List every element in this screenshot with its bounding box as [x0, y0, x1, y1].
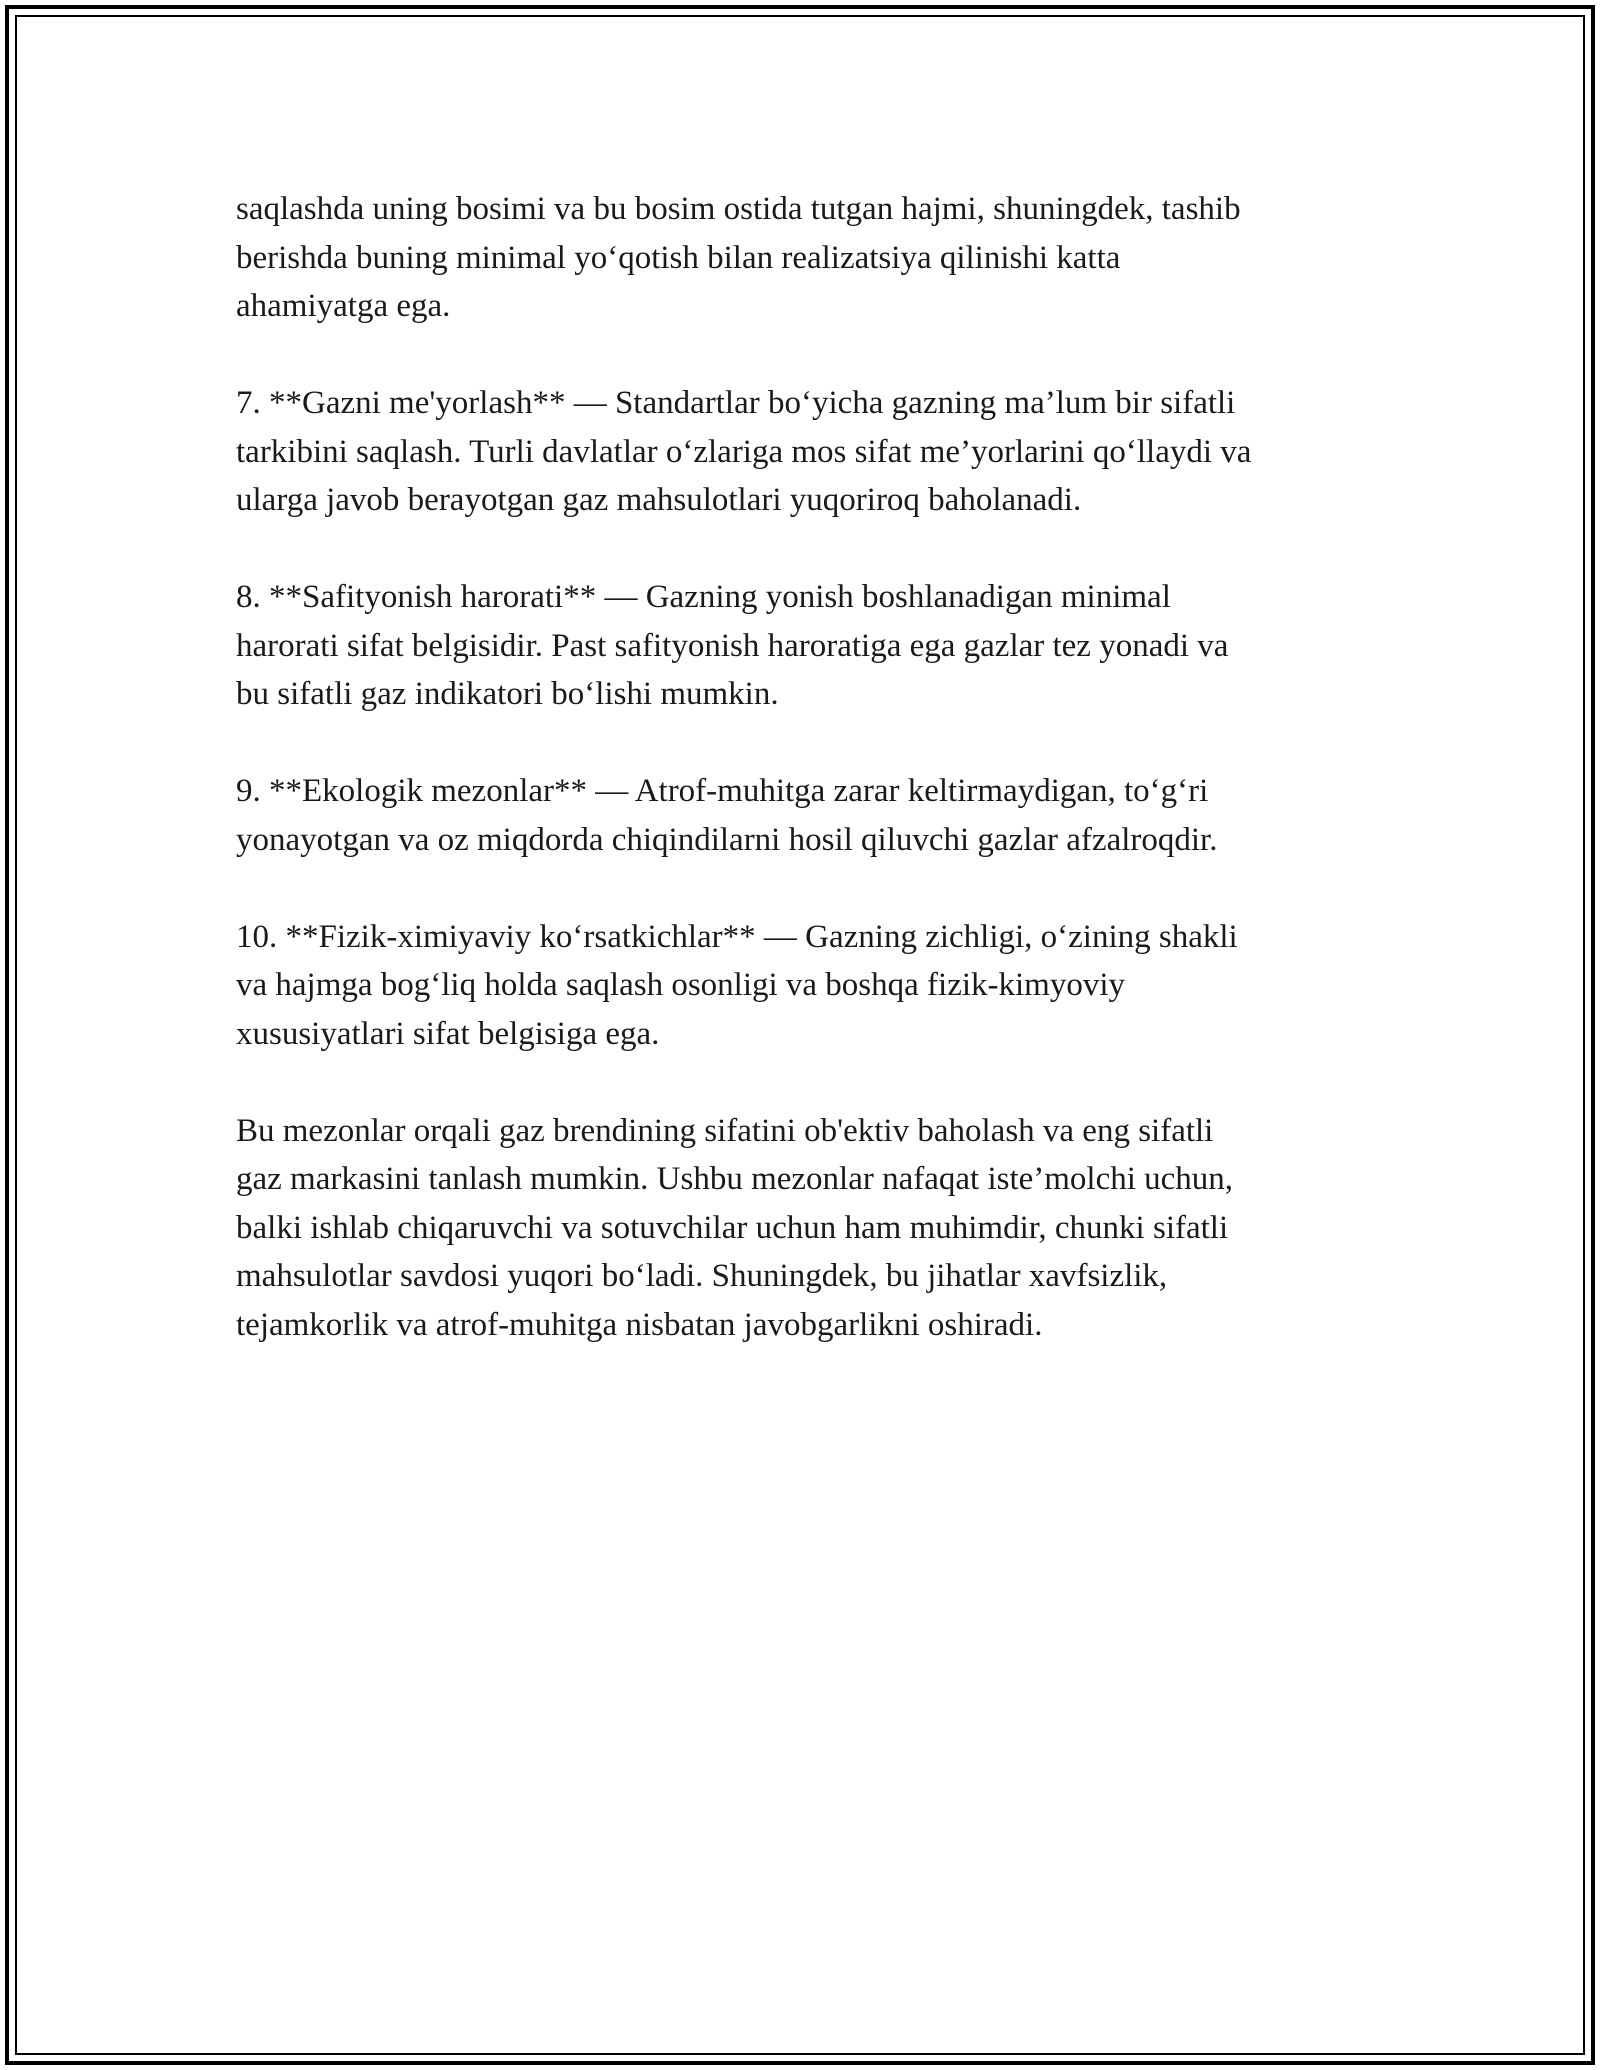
list-item-7-gas-standardization: 7. **Gazni me'yorlash** — Standartlar bo‘yicha gazning ma’lum bir sifatli tarkibini saqlash. Turli davlatlar o‘zlariga mos sifat me’yorlarini qo‘llaydi va ularga javob berayotgan gaz mahsulotlari yuqoriroq baholanadi.: [236, 385, 1252, 518]
paragraph-intro-continuation: saqlashda uning bosimi va bu bosim ostida tutgan hajmi, shuningdek, tashib berishda buning minimal yo‘qotish bilan realizatsiya qilinishi katta ahamiyatga ega.: [236, 191, 1241, 324]
document-body: [236, 185, 1376, 1349]
list-item-10-physicochemical-indicators: 10. **Fizik-ximiyaviy ko‘rsatkichlar** — Gazning zichligi, o‘zining shakli va hajmga bog‘liq holda saqlash osonligi va boshqa fizik-kimyoviy xususiyatlari sifat belgisiga ega.: [236, 918, 1238, 1052]
paragraph-conclusion: Bu mezonlar orqali gaz brendining sifatini ob'ektiv baholash va eng sifatli gaz markasini tanlash mumkin. Ushbu mezonlar nafaqat iste’molchi uchun, balki ishlab chiqaruvchi va sotuvchilar uchun ham muhimdir, chunki sifatli mahsulotlar savdosi yuqori bo‘ladi. Shuningdek, bu jihatlar xavfsizlik, tejamkorlik va atrof-muhitga nisbatan javobgarlikni oshiradi.: [236, 1112, 1234, 1343]
list-item-9-ecological-criteria: 9. **Ekologik mezonlar** — Atrof-muhitga zarar keltirmaydigan, to‘g‘ri yonayotgan va oz miqdorda chiqindilarni hosil qiluvchi gazlar afzalroqdir.: [236, 773, 1218, 858]
list-item-8-ignition-temperature: 8. **Safityonish harorati** — Gazning yonish boshlanadigan minimal harorati sifat belgisidir. Past safityonish haroratiga ega gazlar tez yonadi va bu sifatli gaz indikatori bo‘lishi mumkin.: [236, 579, 1229, 712]
